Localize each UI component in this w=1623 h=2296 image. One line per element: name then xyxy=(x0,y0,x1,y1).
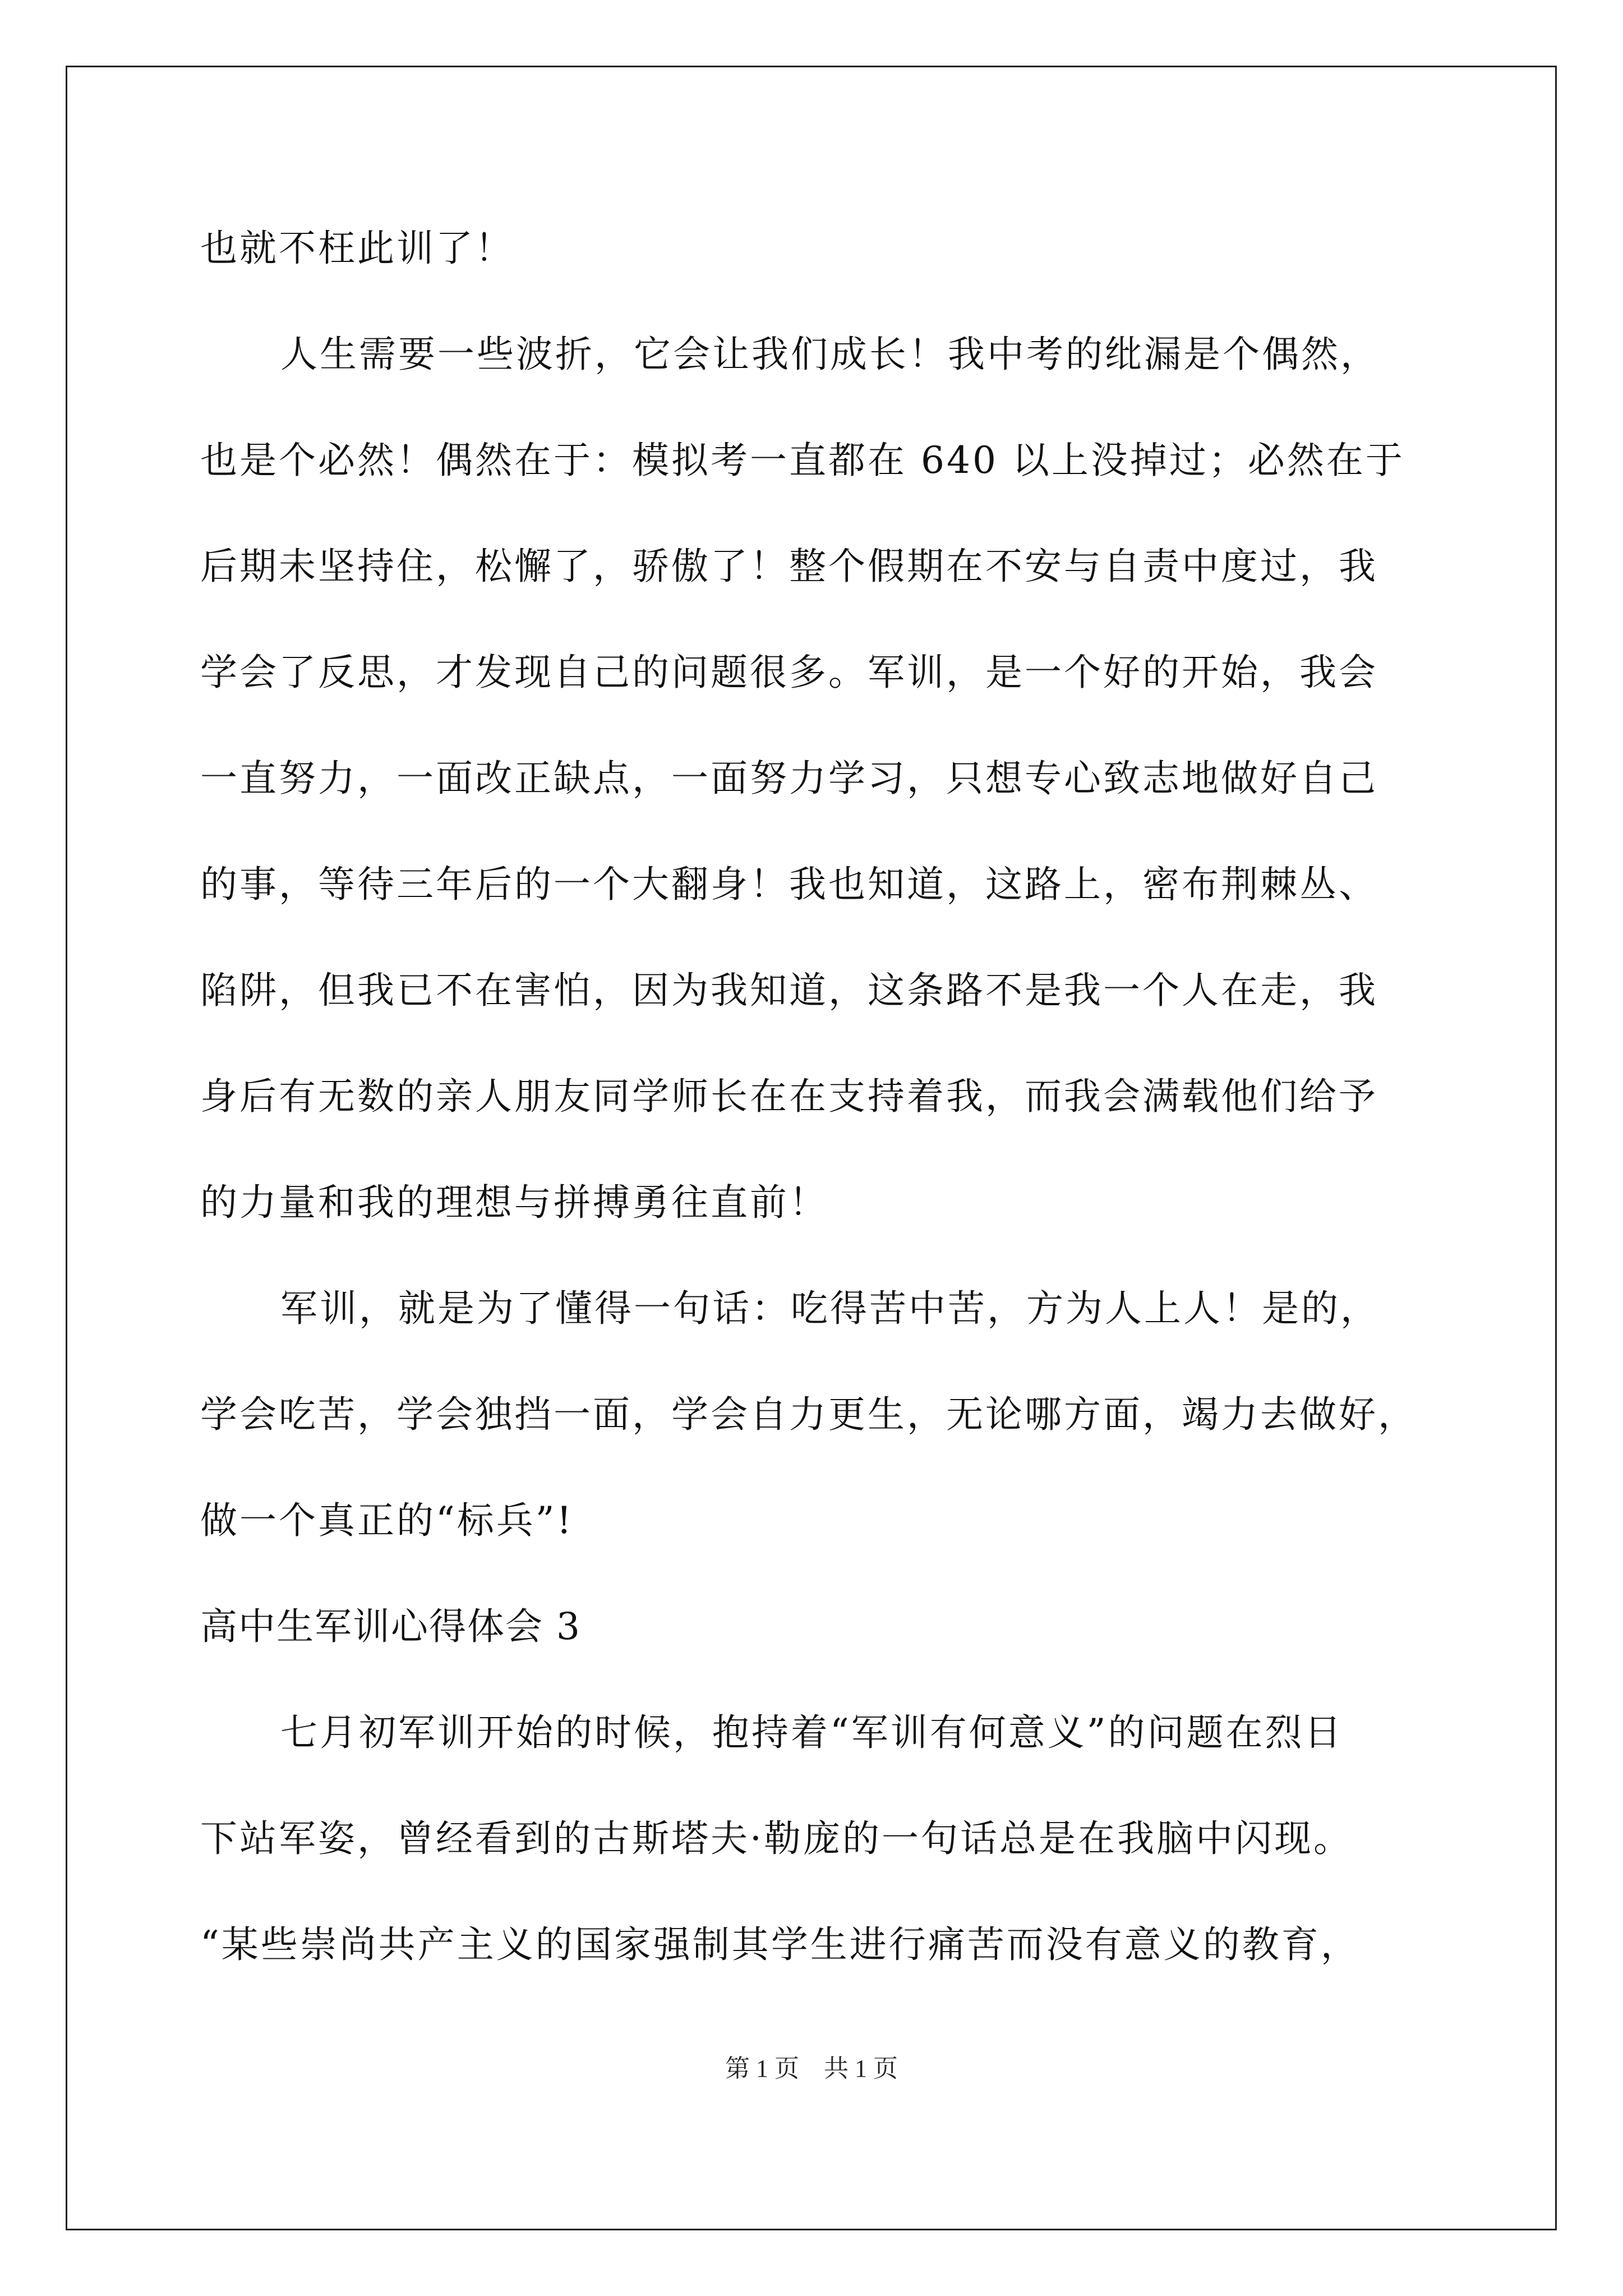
paragraph-line: 也是个必然！偶然在于：模拟考一直都在 640 以上没掉过；必然在于 xyxy=(200,439,1405,482)
paragraph-line: 的事，等待三年后的一个大翻身！我也知道，这路上，密布荆棘丛、 xyxy=(200,863,1378,906)
paragraph-line: 一直努力，一面改正缺点，一面努力学习，只想专心致志地做好自己 xyxy=(200,757,1378,800)
paragraph-line: 七月初军训开始的时候，抱持着“军训有何意义”的问题在烈日 xyxy=(280,1711,1344,1754)
paragraph-line: 身后有无数的亲人朋友同学师长在在支持着我，而我会满载他们给予 xyxy=(200,1075,1378,1118)
paragraph-line: 下站军姿，曾经看到的古斯塔夫·勒庞的一句话总是在我脑中闪现。 xyxy=(200,1817,1353,1860)
paragraph-line: 学会吃苦，学会独挡一面，学会自力更生，无论哪方面，竭力去做好， xyxy=(200,1393,1417,1436)
paragraph-line: 后期未坚持住，松懈了，骄傲了！整个假期在不安与自责中度过，我 xyxy=(200,545,1378,588)
paragraph-line: “某些崇尚共产主义的国家强制其学生进行痛苦而没有意义的教育， xyxy=(200,1923,1360,1966)
paragraph-line: 也就不枉此训了！ xyxy=(200,227,514,270)
paragraph-line: 人生需要一些波折，它会让我们成长！我中考的纰漏是个偶然， xyxy=(280,333,1380,376)
paragraph-line: 做一个真正的“标兵”! xyxy=(200,1499,574,1542)
paragraph-line: 陷阱，但我已不在害怕，因为我知道，这条路不是我一个人在走，我 xyxy=(200,969,1378,1012)
paragraph-line: 学会了反思，才发现自己的问题很多。军训，是一个好的开始，我会 xyxy=(200,651,1378,694)
page-footer: 第 1 页 共 1 页 xyxy=(725,2055,898,2082)
page-border xyxy=(66,66,1557,2230)
paragraph-line: 的力量和我的理想与拼搏勇往直前！ xyxy=(200,1181,828,1224)
section-heading: 高中生军训心得体会 3 xyxy=(200,1605,581,1648)
paragraph-line: 军训，就是为了懂得一句话：吃得苦中苦，方为人上人！是的， xyxy=(280,1287,1380,1330)
